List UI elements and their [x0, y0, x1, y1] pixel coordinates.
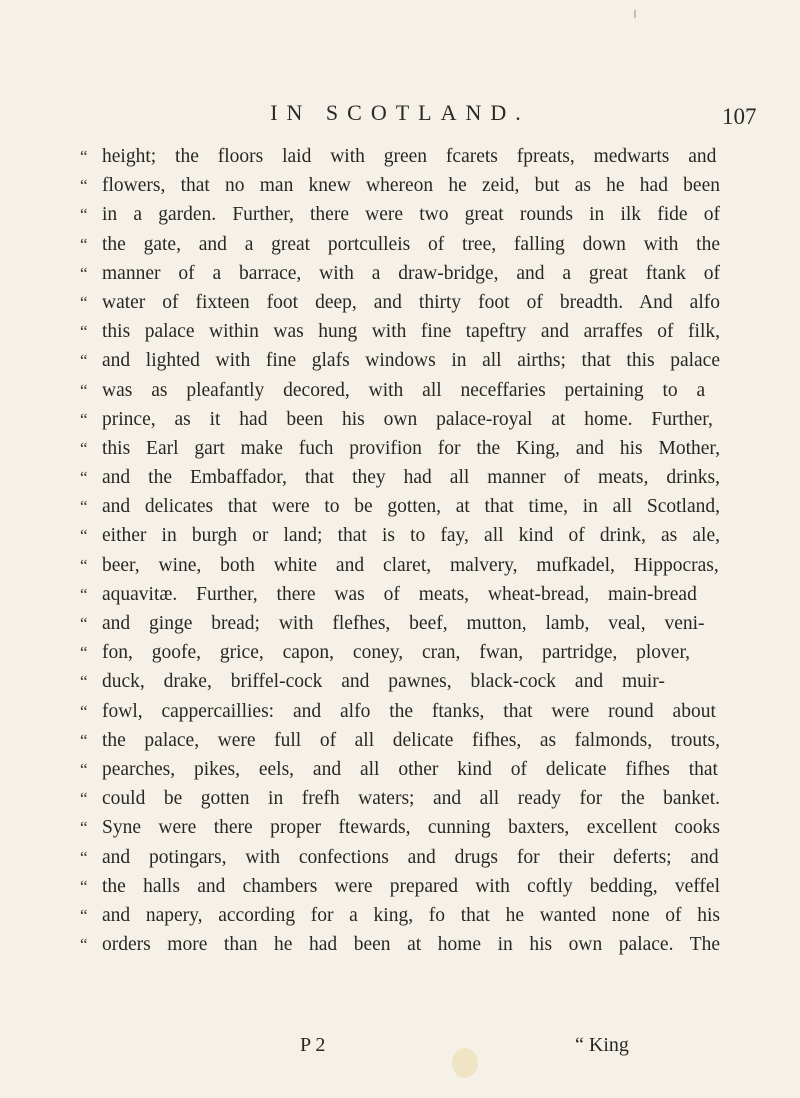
text-line	[80, 376, 720, 405]
quote-mark: “	[80, 526, 88, 546]
text-line	[80, 813, 720, 842]
line-text: prince, as it had been his own palace-royal at home. Further,	[102, 408, 713, 430]
quote-mark: “	[80, 380, 88, 400]
text-line	[80, 521, 720, 550]
line-text: the halls and chambers were prepared with coftly bedding, veffel	[102, 875, 720, 897]
line-text: flowers, that no man knew whereon he zeid, but as he had been	[102, 175, 720, 197]
text-line	[80, 434, 720, 463]
line-text: this palace within was hung with fine tapeftry and arraffes of filk,	[102, 321, 720, 343]
quote-mark: “	[80, 701, 88, 721]
line-text: duck, drake, briffel-cock and pawnes, black-cock and muir-	[102, 671, 665, 693]
line-text: orders more than he had been at home in his own palace. The	[102, 934, 720, 956]
line-text: beer, wine, both white and claret, malvery, mufkadel, Hippocras,	[102, 554, 719, 576]
text-line	[80, 463, 720, 492]
text-line	[80, 288, 720, 317]
text-line	[80, 230, 720, 259]
text-line	[80, 580, 720, 609]
text-line	[80, 726, 720, 755]
running-title: IN SCOTLAND.	[270, 100, 530, 125]
text-line	[80, 667, 720, 696]
line-text: and lighted with fine glafs windows in all airths; that this palace	[102, 350, 720, 372]
text-line	[80, 697, 720, 726]
quote-mark: “	[80, 818, 88, 838]
text-line	[80, 492, 720, 521]
quote-mark: “	[80, 672, 88, 692]
line-text: and delicates that were to be gotten, at that time, in all Scotland,	[102, 496, 720, 518]
text-line	[80, 171, 720, 200]
line-text: and napery, according for a king, fo that he wanted none of his	[102, 904, 720, 926]
line-text: this Earl gart make fuch provifion for the King, and his Mother,	[102, 437, 720, 459]
line-text: aquavitæ. Further, there was of meats, wheat-bread, main-bread	[102, 583, 697, 605]
body-text	[80, 142, 720, 959]
line-text: pearches, pikes, eels, and all other kind of delicate fifhes that	[102, 758, 718, 780]
text-line	[80, 784, 720, 813]
text-line	[80, 405, 720, 434]
quote-mark: “	[80, 438, 88, 458]
text-line	[80, 609, 720, 638]
text-line	[80, 901, 720, 930]
quote-mark: “	[80, 730, 88, 750]
text-line	[80, 551, 720, 580]
line-text: height; the floors laid with green fcarets fpreats, medwarts and	[102, 146, 717, 167]
text-line	[80, 872, 720, 901]
paper-stain	[452, 1048, 478, 1078]
line-text: the gate, and a great portculleis of tree, falling down with the	[102, 233, 720, 255]
quote-mark: “	[80, 584, 88, 604]
line-text: water of fixteen foot deep, and thirty foot of breadth. And alfo	[102, 291, 720, 313]
quote-mark: “	[80, 555, 88, 575]
page-mark	[634, 10, 636, 18]
quote-mark: “	[80, 847, 88, 867]
quote-mark: “	[80, 876, 88, 896]
quote-mark: “	[80, 147, 88, 166]
line-text: could be gotten in frefh waters; and all ready for the banket.	[102, 788, 720, 810]
text-line	[80, 259, 720, 288]
line-text: and the Embaffador, that they had all manner of meats, drinks,	[102, 467, 720, 489]
catchword: “ King	[575, 1034, 629, 1056]
signature-mark: P 2	[300, 1034, 326, 1056]
text-line	[80, 843, 720, 872]
quote-mark: “	[80, 234, 88, 254]
text-line	[80, 930, 720, 959]
line-text: in a garden. Further, there were two great rounds in ilk fide of	[102, 204, 720, 226]
page-number: 107	[722, 104, 757, 129]
text-line	[80, 638, 720, 667]
line-text: the palace, were full of all delicate fifhes, as falmonds, trouts,	[102, 729, 720, 751]
line-text: fowl, cappercaillies: and alfo the ftanks, that were round about	[102, 700, 716, 722]
quote-mark: “	[80, 351, 88, 371]
quote-mark: “	[80, 905, 88, 925]
quote-mark: “	[80, 935, 88, 955]
line-text: fon, goofe, grice, capon, coney, cran, fwan, partridge, plover,	[102, 642, 691, 664]
text-line	[80, 142, 720, 171]
quote-mark: “	[80, 176, 88, 196]
text-line	[80, 317, 720, 346]
quote-mark: “	[80, 789, 88, 809]
line-text: either in burgh or land; that is to fay, all kind of drink, as ale,	[102, 525, 720, 547]
quote-mark: “	[80, 643, 88, 663]
quote-mark: “	[80, 322, 88, 342]
line-text: and potingars, with confections and drugs for their deferts; and	[102, 846, 719, 868]
quote-mark: “	[80, 292, 88, 312]
text-line	[80, 346, 720, 375]
line-text: and ginge bread; with flefhes, beef, mutton, lamb, veal, veni-	[102, 613, 705, 634]
quote-mark: “	[80, 205, 88, 225]
line-text: Syne were there proper ftewards, cunning baxters, excellent cooks	[102, 817, 720, 839]
quote-mark: “	[80, 263, 88, 283]
text-line	[80, 755, 720, 784]
text-line	[80, 200, 720, 229]
quote-mark: “	[80, 759, 88, 779]
line-text: manner of a barrace, with a draw-bridge, and a great ftank of	[102, 262, 720, 284]
quote-mark: “	[80, 468, 88, 488]
quote-mark: “	[80, 614, 88, 633]
quote-mark: “	[80, 409, 88, 429]
quote-mark: “	[80, 497, 88, 517]
line-text: was as pleafantly decored, with all neceffaries pertaining to a	[102, 379, 706, 401]
